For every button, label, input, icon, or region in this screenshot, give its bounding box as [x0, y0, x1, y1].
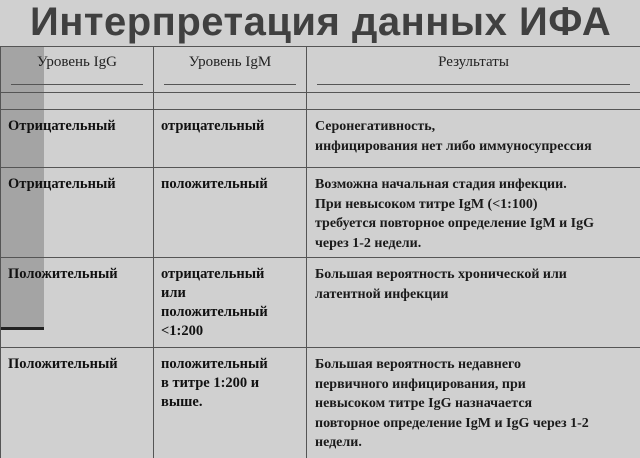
header-rule — [317, 84, 630, 85]
table-header-row — [1, 47, 640, 93]
spacer-cell — [307, 93, 640, 110]
cell-igm — [154, 168, 307, 258]
cell-text-line: <1:200 — [161, 323, 204, 339]
cell-text-line: требуется повторное определение IgM и IgG — [315, 216, 594, 231]
cell-igg — [1, 258, 154, 348]
cell-result — [307, 110, 640, 168]
cell-text-line: положительный — [161, 356, 268, 372]
cell-result — [307, 168, 640, 258]
cell-text-line: положительный — [161, 176, 268, 192]
header-result-label: Результаты — [438, 54, 509, 70]
cell-result — [307, 258, 640, 348]
cell-text-line: первичного инфицирования, при — [315, 376, 526, 392]
cell-igg — [1, 168, 154, 258]
table-body — [1, 93, 640, 458]
spacer-cell — [154, 93, 307, 110]
cell-igm — [154, 348, 307, 458]
cell-text-line: отрицательный — [161, 266, 265, 282]
interpretation-table — [0, 46, 640, 458]
cell-text-line: невысоком титре IgG назначается — [315, 396, 533, 411]
cell-text-line: латентной инфекции — [315, 286, 449, 302]
header-spacer-row — [1, 93, 640, 110]
table-row — [1, 110, 640, 168]
cell-text-line: Отрицательный — [8, 118, 116, 134]
cell-igg — [1, 110, 154, 168]
table-row — [1, 168, 640, 258]
header-rule — [164, 84, 296, 85]
cell-text-line: повторное определение IgM и IgG через 1-2 — [315, 415, 589, 431]
cell-text-line: При невысоком титре IgM (<1:100) — [315, 196, 538, 212]
cell-text-line: Большая вероятность хронической или — [315, 267, 567, 282]
cell-text-line: Положительный — [8, 356, 118, 372]
cell-text-line: инфицирования нет либо иммуносупрессия — [315, 138, 592, 154]
header-rule — [11, 84, 143, 85]
cell-igg — [1, 348, 154, 458]
table-row — [1, 348, 640, 458]
cell-text-line: в титре 1:200 и — [161, 375, 260, 391]
cell-text-line: Отрицательный — [8, 176, 116, 192]
header-result — [307, 47, 640, 93]
cell-igm — [154, 110, 307, 168]
cell-text-line: Большая вероятность недавнего — [315, 357, 522, 372]
cell-text-line: или — [161, 285, 186, 301]
header-igg-label: Уровень IgG — [37, 54, 117, 70]
slide-title: Интерпретация данных ИФА — [30, 0, 612, 44]
cell-text-line: недели. — [315, 435, 362, 450]
cell-result — [307, 348, 640, 458]
spacer-cell — [1, 93, 154, 110]
cell-text-line: Положительный — [8, 266, 118, 282]
cell-text-line: выше. — [161, 394, 203, 410]
cell-text-line: Серонегативность, — [315, 119, 436, 134]
header-igm-label: Уровень IgM — [188, 54, 272, 70]
cell-igm — [154, 258, 307, 348]
interpretation-table-container — [0, 46, 640, 458]
table-row — [1, 258, 640, 348]
cell-text-line: положительный — [161, 304, 268, 320]
cell-text-line: отрицательный — [161, 118, 265, 134]
header-igg — [1, 47, 154, 93]
cell-text-line: Возможна начальная стадия инфекции. — [315, 177, 567, 192]
header-igm — [154, 47, 307, 93]
cell-text-line: через 1-2 недели. — [315, 235, 422, 251]
